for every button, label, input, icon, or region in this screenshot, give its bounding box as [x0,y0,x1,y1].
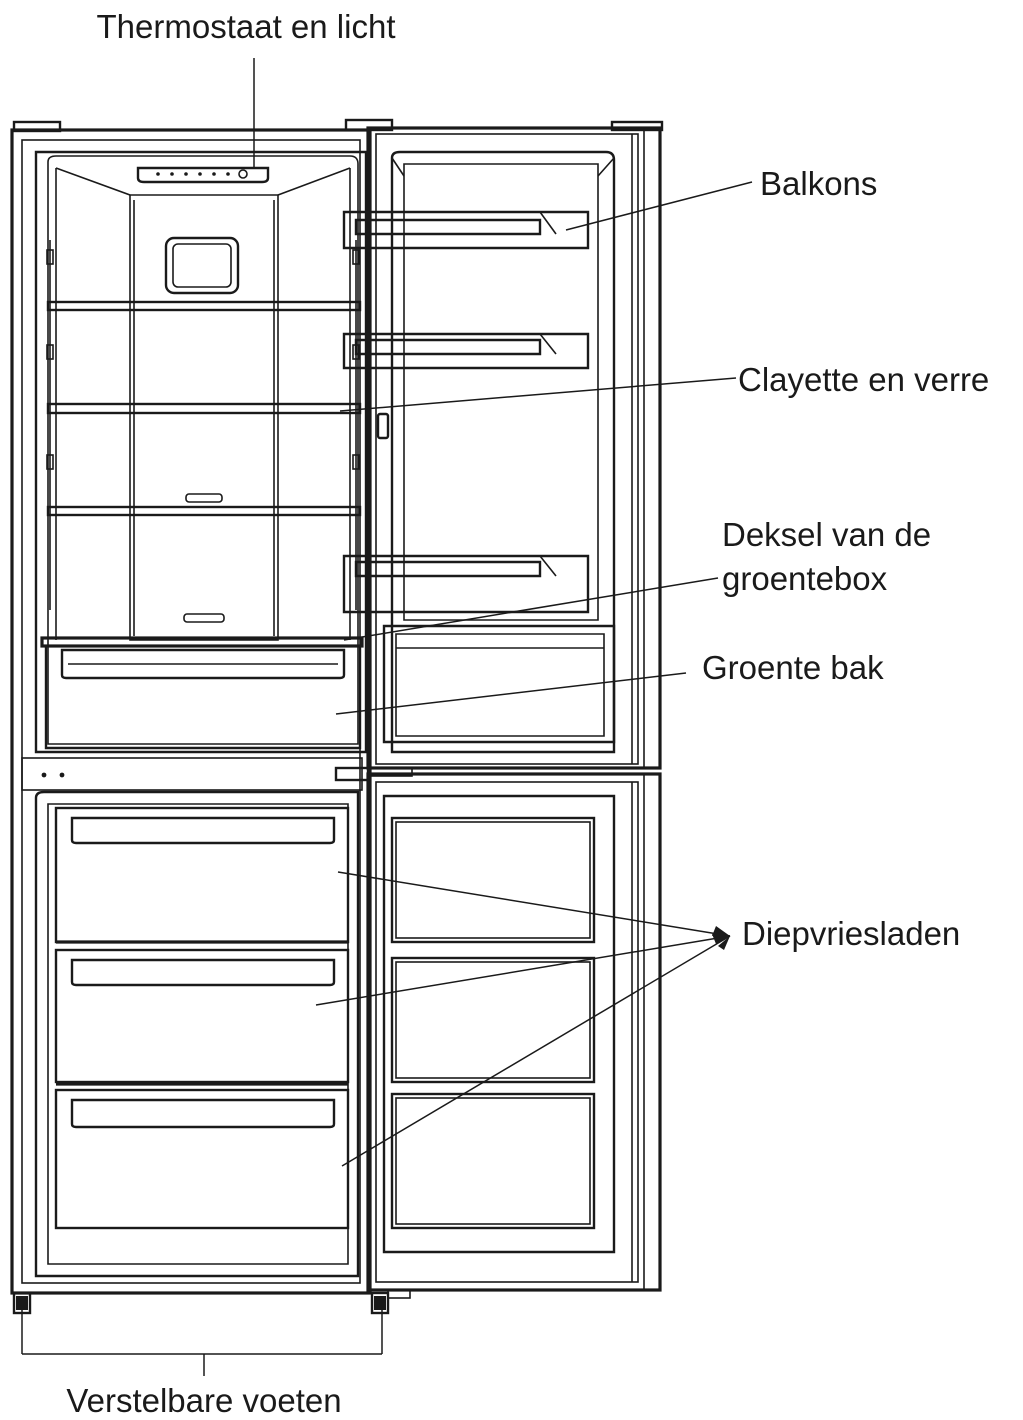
crisper-drawer [42,638,362,748]
freezer-door [336,768,660,1290]
freezer-drawer-2 [56,950,348,1084]
door-balcony-3 [344,556,588,612]
thermostat-unit [138,168,268,182]
label-thermostat: Thermostaat en licht [96,8,396,45]
door-bottom-bin [384,626,614,742]
door-balcony-2 [344,334,588,368]
label-balconies: Balkons [760,165,878,202]
fridge-interior [36,152,366,752]
door-balcony-1 [344,212,588,248]
label-crisper: Groente bak [702,649,884,686]
leader-lines [22,58,752,1376]
rear-vent [166,238,238,293]
freezer-drawer-1 [56,808,348,942]
cabinet [12,122,370,1293]
label-glass-shelf: Clayette en verre [738,361,990,398]
label-crisper-lid-line1: Deksel van de [722,516,932,553]
glass-shelves [48,302,360,622]
label-crisper-lid-line2: groentebox [722,560,888,597]
label-adjustable-feet: Verstelbare voeten [66,1382,342,1419]
freezer-interior [36,792,358,1276]
label-freezer-drawers: Diepvriesladen [742,915,961,952]
freezer-drawer-3 [56,1090,348,1228]
compartment-divider [22,758,362,790]
